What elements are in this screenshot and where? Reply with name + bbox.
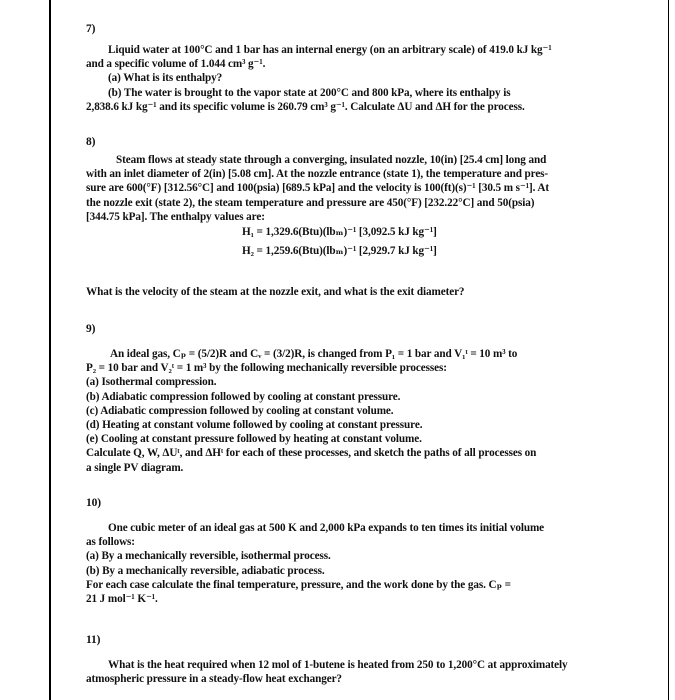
problem-7-line-2: and a specific volume of 1.044 cm³ g⁻¹. xyxy=(86,58,266,71)
problem-7-line-5: 2,838.6 kJ kg⁻¹ and its specific volume is 260.79 cm³ g⁻¹. Calculate ΔU and ΔH for the process. xyxy=(86,100,525,113)
problem-9-line-2: P₂ = 10 bar and V₂ᵗ = 1 m³ by the following mechanically reversible processes: xyxy=(86,362,447,375)
problem-11-number: 11) xyxy=(86,634,101,646)
problem-10-line-5: For each case calculate the final temperature, pressure, and the work done by the gas. Cₚ = xyxy=(86,578,511,591)
problem-10-line-2: as follows: xyxy=(86,536,135,549)
problem-7-body xyxy=(86,43,552,114)
problem-9-line-7: (e) Cooling at constant pressure followed by heating at constant volume. xyxy=(86,433,422,446)
problem-11-line-2: atmospheric pressure in a steady-flow heat exchanger? xyxy=(86,673,342,686)
problem-9-line-4: (b) Adiabatic compression followed by cooling at constant pressure. xyxy=(86,390,401,403)
problem-8-equations xyxy=(242,225,437,258)
problem-8-body xyxy=(86,153,549,224)
problem-8-number: 8) xyxy=(86,136,96,148)
problem-9-number: 9) xyxy=(86,323,96,335)
problem-10-line-4: (b) By a mechanically reversible, adiabatic process. xyxy=(86,564,325,577)
problem-10-body xyxy=(86,521,544,606)
problem-8-equation-h2: H₂ = 1,259.6(Btu)(lbₘ)⁻¹ [2,929.7 kJ kg⁻¹] xyxy=(242,245,437,258)
problem-9-line-1: An ideal gas, Cₚ = (5/2)R and Cᵥ = (3/2)R, is changed from P₁ = 1 bar and V₁ᵗ = 10 m³ to xyxy=(110,348,518,360)
problem-9-body xyxy=(86,347,536,475)
problem-8-line-4: the nozzle exit (state 2), the steam temperature and pressure are 450(°F) [232.22°C] and 50(psia) xyxy=(86,196,535,209)
problem-7-line-4: (b) The water is brought to the vapor state at 200°C and 800 kPa, where its enthalpy is xyxy=(108,86,511,99)
problem-9-line-6: (d) Heating at constant volume followed by cooling at constant pressure. xyxy=(86,419,423,432)
problem-7-line-3: (a) What is its enthalpy? xyxy=(108,72,223,85)
problem-7-line-1: Liquid water at 100°C and 1 bar has an internal energy (on an arbitrary scale) of 419.0 kJ kg⁻¹ xyxy=(108,44,552,56)
problem-8-line-1: Steam flows at steady state through a converging, insulated nozzle, 10(in) [25.4 cm] long and xyxy=(116,154,547,166)
problem-10-line-1: One cubic meter of an ideal gas at 500 K and 2,000 kPa expands to ten times its initial volume xyxy=(108,522,545,534)
problem-8-line-2: with an inlet diameter of 2(in) [5.08 cm]. At the nozzle entrance (state 1), the temperature and pres- xyxy=(86,168,549,181)
problem-7-number: 7) xyxy=(86,23,96,35)
problem-11-line-1: What is the heat required when 12 mol of 1-butene is heated from 250 to 1,200°C at approximately xyxy=(108,659,568,671)
page-right-border xyxy=(668,0,669,700)
problem-8-equation-h1: H₁ = 1,329.6(Btu)(lbₘ)⁻¹ [3,092.5 kJ kg⁻¹] xyxy=(242,226,437,238)
problem-8-line-3: sure are 600(°F) [312.56°C] and 100(psia) [689.5 kPa] and the velocity is 100(ft)(s)⁻¹ [30.5 m s⁻¹]. At xyxy=(86,182,549,195)
problem-11-body xyxy=(86,658,568,686)
problem-10-line-3: (a) By a mechanically reversible, isothermal process. xyxy=(86,550,331,563)
problem-9-line-9: a single PV diagram. xyxy=(86,461,184,474)
problem-10-line-6: 21 J mol⁻¹ K⁻¹. xyxy=(86,593,158,606)
problem-8-question: What is the velocity of the steam at the nozzle exit, and what is the exit diameter? xyxy=(86,286,465,298)
problem-9-line-3: (a) Isothermal compression. xyxy=(86,376,217,389)
problem-9-line-5: (c) Adiabatic compression followed by cooling at constant volume. xyxy=(86,404,394,417)
problem-8-line-5: [344.75 kPa]. The enthalpy values are: xyxy=(86,210,265,223)
page-left-border xyxy=(49,0,51,700)
problem-10-number: 10) xyxy=(86,497,102,509)
problem-9-line-8: Calculate Q, W, ΔUᵗ, and ΔHᵗ for each of these processes, and sketch the paths of all processes on xyxy=(86,447,537,460)
